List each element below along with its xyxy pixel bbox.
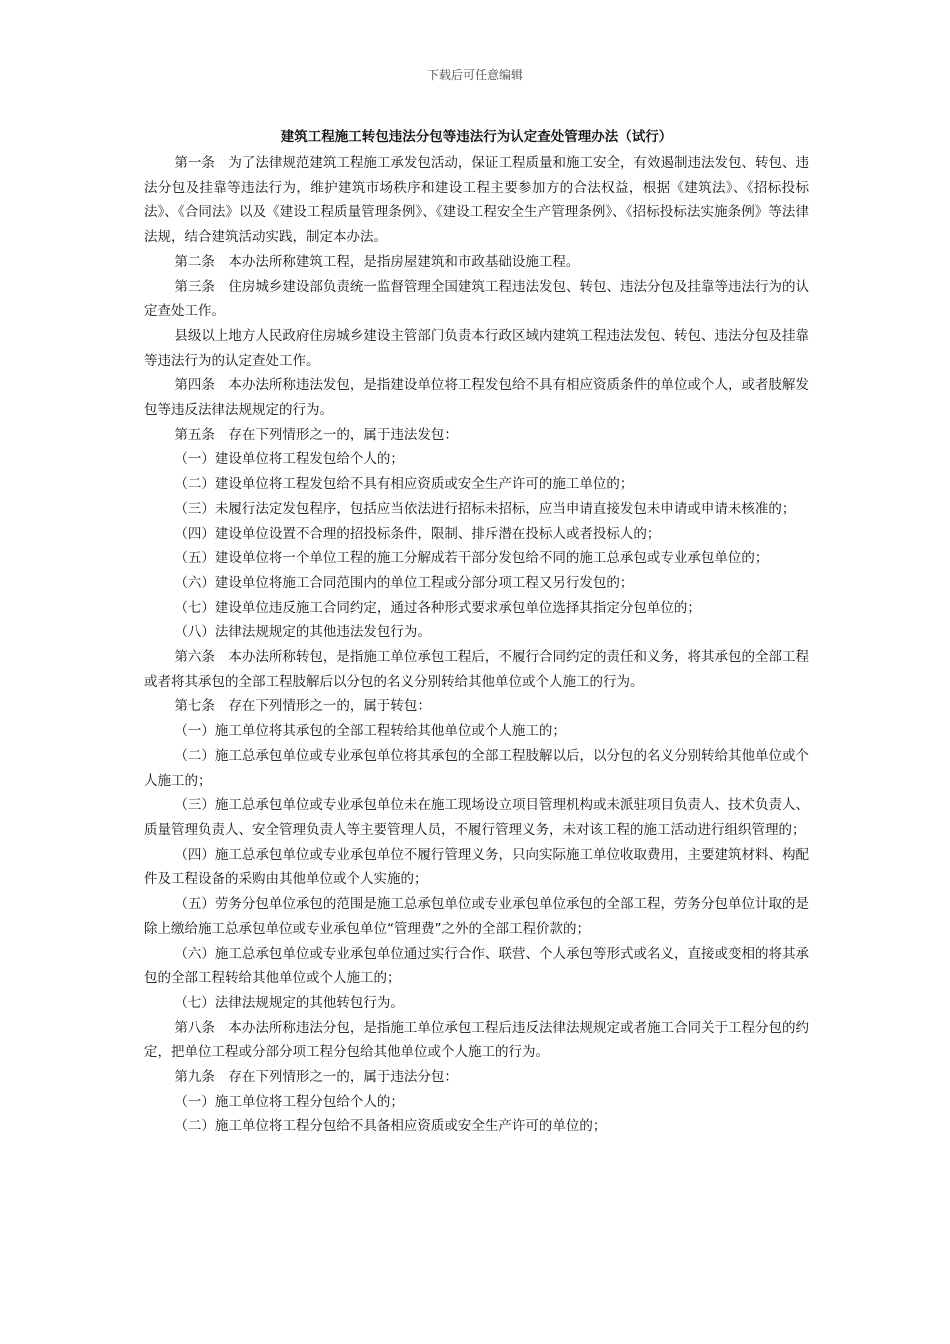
paragraph: 第四条 本办法所称违法发包，是指建设单位将工程发包给不具有相应资质条件的单位或个人，或者肢解发包等违反法律法规规定的行为。 (144, 377, 809, 419)
paragraph: 第三条 住房城乡建设部负责统一监督管理全国建筑工程违法发包、转包、违法分包及挂靠等违法行为的认定查处工作。 (144, 278, 809, 320)
paragraph: （六）建设单位将施工合同范围内的单位工程或分部分项工程又另行发包的； (174, 574, 634, 591)
paragraph: 第六条 本办法所称转包，是指施工单位承包工程后，不履行合同约定的责任和义务，将其承包的全部工程或者将其承包的全部工程肢解后以分包的名义分别转给其他单位或个人施工的行为。 (144, 649, 809, 690)
paragraph-list (144, 151, 809, 1139)
paragraph: （三）未履行法定发包程序，包括应当依法进行招标未招标，应当申请直接发包未申请或申请未核准的； (174, 500, 796, 517)
paragraph: （六）施工总承包单位或专业承包单位通过实行合作、联营、个人承包等形式或名义，直接或变相的将其承包的全部工程转给其他单位或个人施工的； (144, 945, 809, 987)
paragraph: （七）建设单位违反施工合同约定，通过各种形式要求承包单位选择其指定分包单位的； (174, 599, 701, 616)
paragraph: （二）建设单位将工程发包给不具有相应资质或安全生产许可的施工单位的； (174, 476, 634, 493)
paragraph: 第五条 存在下列情形之一的，属于违法发包： (174, 426, 458, 443)
page-header-note: 下载后可任意编辑 (426, 68, 523, 82)
paragraph: （一）施工单位将其承包的全部工程转给其他单位或个人施工的； (174, 723, 566, 740)
paragraph: （四）建设单位设置不合理的招投标条件，限制、排斥潜在投标人或者投标人的； (174, 525, 661, 542)
paragraph: （四）施工总承包单位或专业承包单位不履行管理义务，只向实际施工单位收取费用，主要建筑材料、构配件及工程设备的采购由其他单位或个人实施的； (144, 846, 809, 888)
paragraph: （一）施工单位将工程分包给个人的； (174, 1093, 404, 1110)
paragraph: （三）施工总承包单位或专业承包单位未在施工现场设立项目管理机构或未派驻项目负责人、技术负责人、质量管理负责人、安全管理负责人等主要管理人员，不履行管理义务，未对该工程的施工活动进行组织管理的； (144, 797, 809, 838)
paragraph: 第七条 存在下列情形之一的，属于转包： (174, 698, 431, 715)
paragraph: 第二条 本办法所称建筑工程，是指房屋建筑和市政基础设施工程。 (174, 253, 580, 270)
document-body (144, 127, 809, 1139)
paragraph: （七）法律法规规定的其他转包行为。 (174, 994, 404, 1011)
paragraph: （五）建设单位将一个单位工程的施工分解成若干部分发包给不同的施工总承包或专业承包单位的； (174, 550, 769, 567)
paragraph: 第八条 本办法所称违法分包，是指施工单位承包工程后违反法律法规规定或者施工合同关于工程分包的约定，把单位工程或分部分项工程分包给其他单位或个人施工的行为。 (144, 1019, 809, 1061)
paragraph: （一）建设单位将工程发包给个人的； (174, 451, 404, 468)
paragraph: 第一条 为了法律规范建筑工程施工承发包活动，保证工程质量和施工安全，有效遏制违法发包、转包、违法分包及挂靠等违法行为，维护建筑市场秩序和建设工程主要参加方的合法权益，根据《建筑法》、《招标投标法》、《合同法》以及《建设工程质量管理条例》、《建设工程安全生产管理条例》、《招标投标法实施条例》等法律法规，结合建筑活动实践，制定本办法。 (144, 155, 809, 246)
paragraph: （八）法律法规规定的其他违法发包行为。 (174, 624, 431, 641)
document-title: 建筑工程施工转包违法分包等违法行为认定查处管理办法（试行） (280, 129, 673, 145)
paragraph: （二）施工单位将工程分包给不具备相应资质或安全生产许可的单位的； (174, 1118, 607, 1135)
paragraph: （二）施工总承包单位或专业承包单位将其承包的全部工程肢解以后，以分包的名义分别转给其他单位或个人施工的； (144, 747, 809, 789)
paragraph: 县级以上地方人民政府住房城乡建设主管部门负责本行政区域内建筑工程违法发包、转包、违法分包及挂靠等违法行为的认定查处工作。 (144, 327, 809, 369)
paragraph: 第九条 存在下列情形之一的，属于违法分包： (174, 1069, 458, 1086)
paragraph: （五）劳务分包单位承包的范围是施工总承包单位或专业承包单位承包的全部工程，劳务分包单位计取的是除上缴给施工总承包单位或专业承包单位“管理费”之外的全部工程价款的； (144, 896, 809, 937)
